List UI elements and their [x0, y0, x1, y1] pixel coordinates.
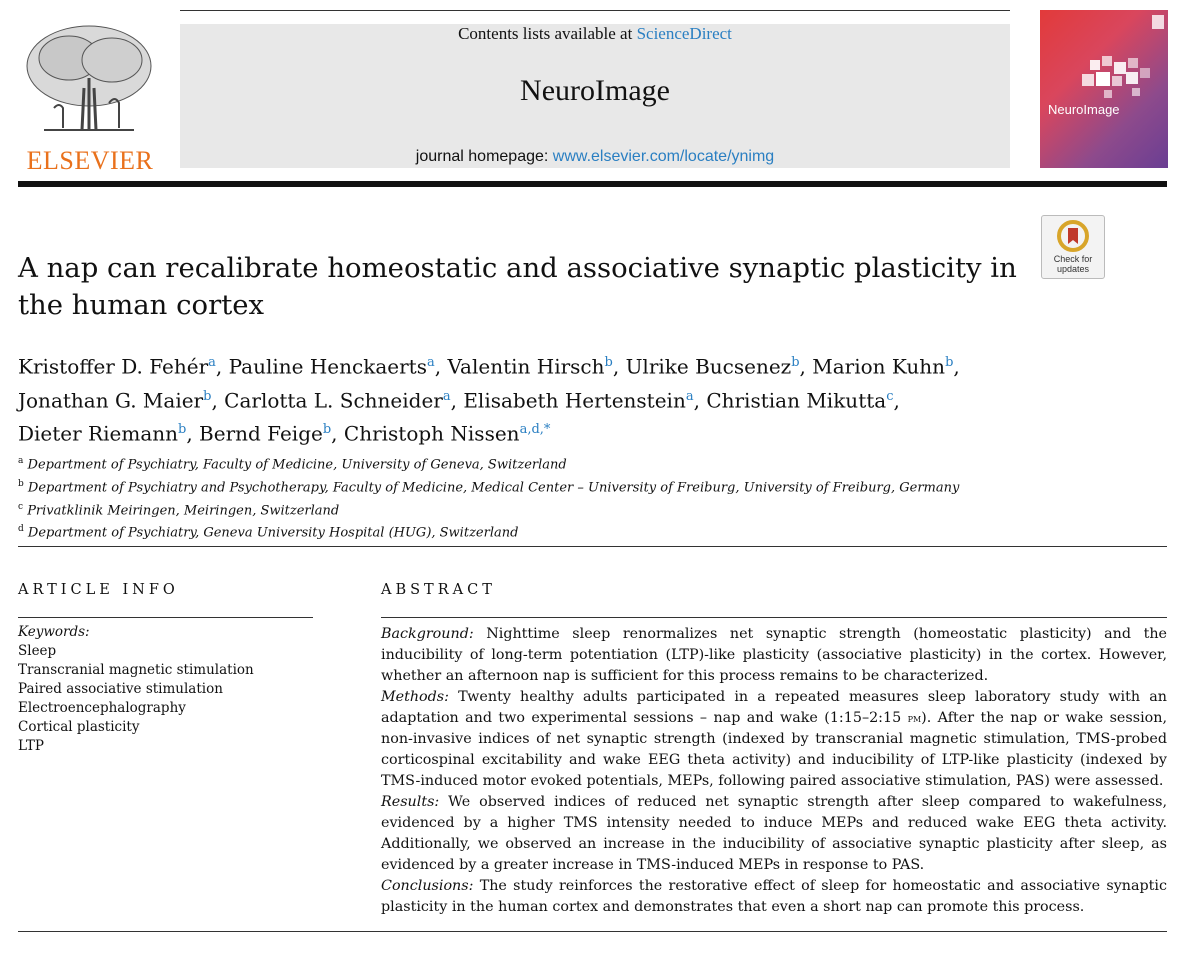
author-affiliation-mark[interactable]: b	[178, 422, 187, 438]
keyword-item: Electroencephalography	[18, 700, 186, 716]
author-affiliation-mark[interactable]: b	[322, 422, 332, 438]
header-top-rule	[180, 10, 1010, 11]
author-affiliation-mark[interactable]: b	[604, 355, 613, 370]
abstract-methods: Methods: Twenty healthy adults participated in a repeated measures sleep laboratory study with an adaptation and two experimental sessions – nap and wake (1:15–2:15 pm). After the nap or wake session, non-invasive indices of net synaptic strength (indexed by transcranial magnetic stimulation, TMS-probed corticospinal excitability and wake EEG theta activity) and inducibility of LTP-like plasticity (indexed by TMS-induced motor evoked potentials, MEPs, following paired associative stimulation, PAS) were assessed.	[381, 689, 1167, 789]
author-affiliation-mark[interactable]: a	[426, 355, 435, 370]
cover-title: NeuroImage	[1048, 102, 1120, 117]
keywords-list	[18, 623, 318, 756]
abstract-rule	[381, 617, 1167, 618]
bottom-rule	[18, 931, 1167, 932]
affiliation-list	[18, 452, 1118, 543]
abstract-conclusions: Conclusions: The study reinforces the restorative effect of sleep for homeostatic and associative synaptic plasticity in the human cortex and demonstrates that even a short nap can promote this process.	[381, 878, 1167, 915]
author-name[interactable]: Kristoffer D. Fehér	[18, 354, 209, 379]
journal-homepage: journal homepage: www.elsevier.com/locate/ynimg	[415, 148, 775, 165]
keyword-item: Transcranial magnetic stimulation	[18, 662, 254, 678]
keyword-item: LTP	[18, 738, 44, 754]
author-name[interactable]: Christoph Nissen	[343, 421, 520, 446]
author-name[interactable]: Bernd Feige	[199, 421, 323, 446]
elsevier-logo[interactable]	[14, 18, 164, 175]
check-for-updates-button[interactable]	[1041, 215, 1105, 279]
journal-title: NeuroImage	[520, 74, 670, 107]
author-affiliation-mark[interactable]: b	[203, 388, 212, 404]
abstract-body	[381, 624, 1167, 918]
author-affiliation-mark[interactable]: a	[685, 388, 694, 404]
author-name[interactable]: Elisabeth Hertenstein	[463, 388, 686, 413]
author-affiliation-mark[interactable]: b	[945, 355, 954, 370]
sciencedirect-link[interactable]: ScienceDirect	[636, 24, 732, 43]
keyword-item: Sleep	[18, 643, 57, 659]
author-name[interactable]: Jonathan G. Maier	[18, 388, 204, 413]
article-info-rule	[18, 617, 313, 618]
header-thick-rule	[18, 181, 1167, 187]
journal-banner	[180, 24, 1010, 168]
author-name[interactable]: Carlotta L. Schneider	[224, 388, 443, 413]
publisher-name: ELSEVIER	[26, 146, 154, 175]
author-affiliation-mark[interactable]: a	[442, 388, 451, 404]
journal-cover[interactable]	[1040, 10, 1168, 168]
author-name[interactable]: Christian Mikutta	[706, 388, 887, 413]
author-affiliation-mark[interactable]: c	[886, 388, 894, 404]
author-name[interactable]: Marion Kuhn	[812, 354, 946, 379]
author-affiliation-mark[interactable]: b	[791, 355, 800, 370]
author-name[interactable]: Dieter Riemann	[18, 421, 178, 446]
homepage-link[interactable]: www.elsevier.com/locate/ynimg	[552, 148, 775, 165]
keywords-label: Keywords:	[18, 624, 90, 640]
author-affiliation-mark[interactable]: a	[208, 355, 216, 370]
check-for-updates-label: Check for updates	[1053, 254, 1093, 274]
affiliation-item: $^a$ Department of Psychiatry, Faculty of Medicine, University of Geneva, Switzerland	[18, 456, 567, 473]
abstract-background: Background: Nighttime sleep renormalizes net synaptic strength (homeostatic plasticity) and the inducibility of long-term potentiation (LTP)-like plasticity (associative plasticity) in the cortex. However, whether an afternoon nap is sufficient for this process remains to be characterized.	[381, 626, 1167, 684]
author-list: Kristoffer D. Fehér$^a$, Pauline Henckaerts$^a$, Valentin Hirsch$^b$, Ulrike Bucsenez$^b$, Marion Kuhn$^b$, Jonathan G. Maier$^b$, Carlotta L. Schneider$^a$, Elisabeth Hertenstein$^a$, Christian Mikutta$^c$, Dieter Riemann$^b$, Bernd Feige$^b$, Christoph Nissen$^{a,d,*}$	[18, 354, 960, 446]
affiliation-item: $^d$ Department of Psychiatry, Geneva University Hospital (HUG), Switzerland	[18, 524, 519, 541]
keyword-item: Paired associative stimulation	[18, 681, 223, 697]
affiliation-item: $^c$ Privatklinik Meiringen, Meiringen, Switzerland	[18, 501, 340, 518]
abstract-results: Results: We observed indices of reduced net synaptic strength after sleep compared to wakefulness, evidenced by a higher TMS intensity needed to induce MEPs and reduced wake EEG theta activity. Additionally, we observed an increase in the inducibility of associative synaptic plasticity after sleep, as evidenced by a greater increase in TMS-induced MEPs in response to PAS.	[381, 794, 1167, 873]
section-divider	[18, 546, 1167, 547]
abstract-heading: ABSTRACT	[381, 582, 496, 598]
bookmark-icon	[1042, 216, 1104, 256]
author-name[interactable]: Ulrike Bucsenez	[625, 354, 792, 379]
article-info-heading: ARTICLE INFO	[18, 582, 179, 598]
elsevier-mini-logo-icon	[1040, 10, 1168, 168]
author-affiliation-mark[interactable]: a,d,*	[519, 422, 551, 438]
author-name[interactable]: Valentin Hirsch	[447, 354, 605, 379]
article-title: A nap can recalibrate homeostatic and associative synaptic plasticity in the human cortex	[18, 252, 1017, 321]
keyword-item: Cortical plasticity	[18, 719, 140, 735]
elsevier-tree-icon	[14, 18, 164, 143]
author-name[interactable]: Pauline Henckaerts	[228, 354, 427, 379]
contents-line: Contents lists available at ScienceDirect	[458, 24, 732, 43]
affiliation-item: $^b$ Department of Psychiatry and Psychotherapy, Faculty of Medicine, Medical Center – University of Freiburg, University of Freiburg, Germany	[18, 478, 960, 496]
